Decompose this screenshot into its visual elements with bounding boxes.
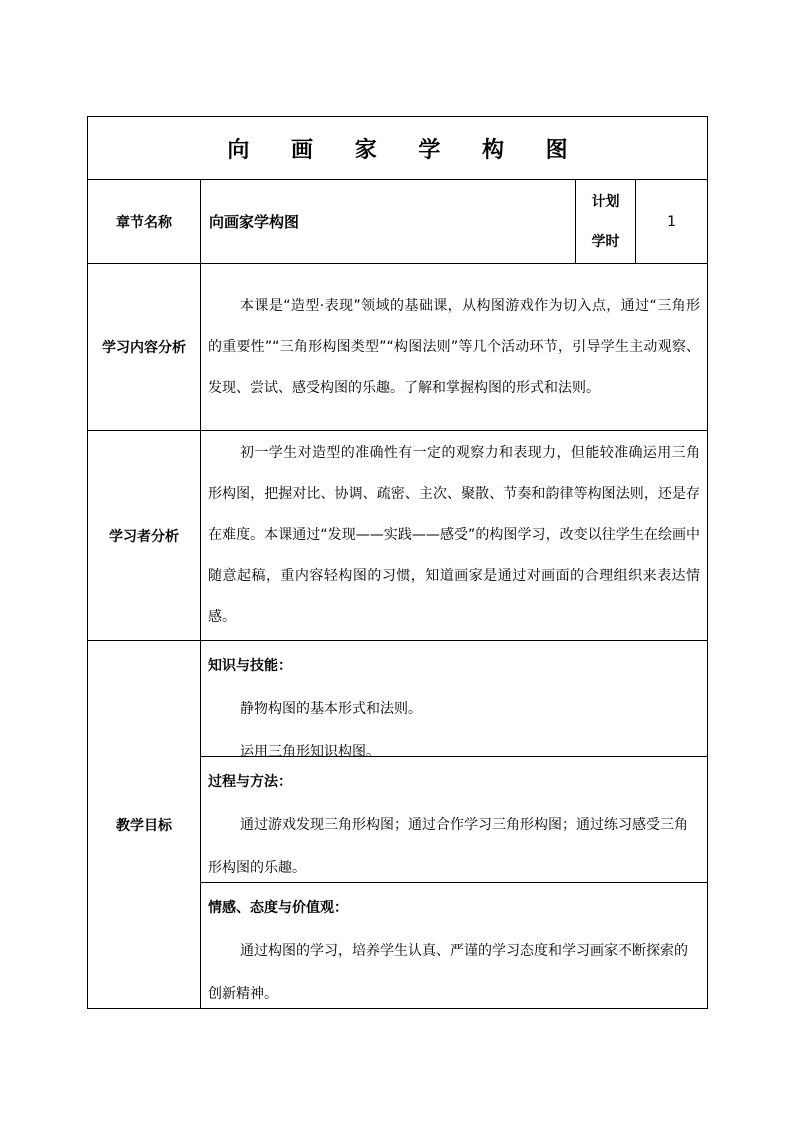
title-cell [88, 117, 708, 180]
knowledge-heading: 知识与技能： [208, 658, 292, 674]
knowledge-item-1: 静物构图的基本形式和法则。 [240, 701, 422, 717]
chapter-name: 向画家学构图 [201, 180, 576, 264]
page-title: 向 画 家 学 构 图 [227, 137, 585, 163]
plan-hours-label [576, 180, 636, 264]
plan-hours-label-line-1: 计划 [591, 193, 620, 210]
lesson-plan-table [87, 116, 708, 1009]
knowledge-section [201, 641, 707, 760]
content-analysis-text: 本课是“造型·表现”领域的基础课，从构图游戏作为切入点，通过“三角形的重要性”“三角形构图类型”“构图法则”等几个活动环节，引导学生主动观察、发现、尝试、感受构图的乐趣。了解和掌握构图的形式和法则。 [208, 297, 701, 396]
emotion-text: 通过构图的学习，培养学生认真、严谨的学习态度和学习画家不断探索的创新精神。 [208, 943, 688, 1002]
objectives-label: 教学目标 [88, 641, 201, 1009]
process-text: 通过游戏发现三角形构图；通过合作学习三角形构图；通过练习感受三角形构图的乐趣。 [208, 817, 688, 876]
learner-analysis-label: 学习者分析 [88, 431, 201, 641]
objectives-cell [201, 641, 708, 1009]
learner-analysis-text: 初一学生对造型的准确性有一定的观察力和表现力，但能较准确运用三角形构图，把握对比、协调、疏密、主次、聚散、节奏和韵律等构图法则，还是存在难度。本课通过“发现——实践——感受”的构图学习，改变以往学生在绘画中随意起稿，重内容轻构图的习惯，知道画家是通过对画面的合理组织来表达情感。 [208, 445, 701, 625]
learner-analysis-cell [201, 431, 708, 641]
content-analysis-label: 学习内容分析 [88, 264, 201, 431]
lesson-plan-document [87, 116, 707, 1009]
process-section [201, 756, 707, 882]
plan-hours-label-line-2: 学时 [591, 233, 620, 250]
knowledge-item-2: 运用三角形知识构图。 [240, 744, 380, 760]
plan-hours-value: 1 [636, 180, 708, 264]
chapter-label: 章节名称 [88, 180, 201, 264]
content-analysis-cell [201, 264, 708, 431]
emotion-section [201, 882, 707, 1008]
emotion-heading: 情感、态度与价值观： [208, 900, 348, 916]
process-heading: 过程与方法： [208, 774, 292, 790]
